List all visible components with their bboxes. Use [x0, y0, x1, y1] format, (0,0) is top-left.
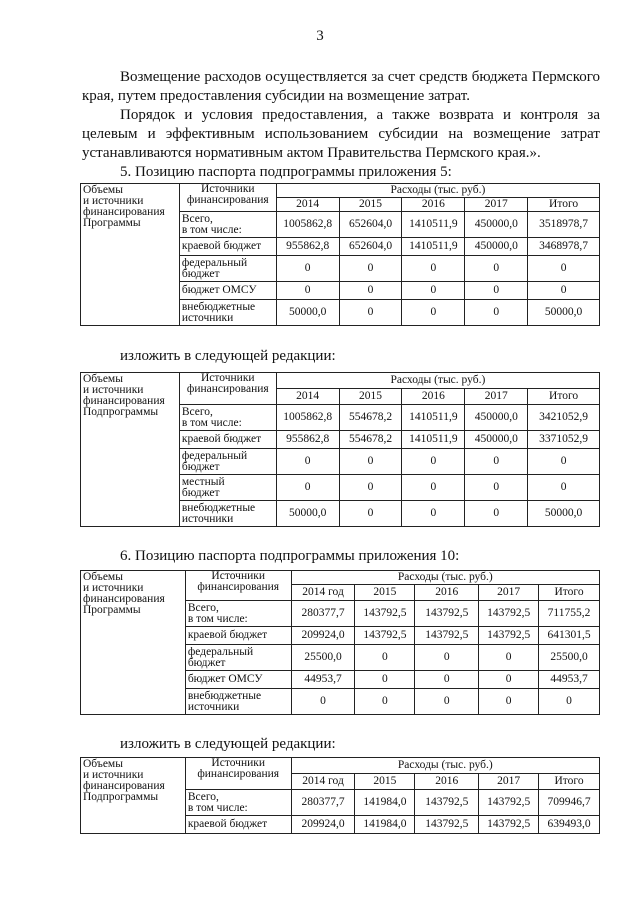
- value-cell: 1410511,9: [402, 431, 465, 449]
- value-cell: 143792,5: [479, 816, 539, 834]
- source-cell: Всего, в том числе:: [185, 790, 291, 816]
- year-header: 2014: [276, 389, 339, 405]
- value-cell: 0: [402, 449, 465, 475]
- source-cell: бюджет ОМСУ: [185, 671, 291, 689]
- value-cell: 639493,0: [539, 816, 600, 834]
- value-cell: 0: [339, 449, 402, 475]
- year-header: 2016: [402, 198, 465, 212]
- paragraph-reimbursement: Возмещение расходов осуществляется за счет средств бюджета Пермского края, путем предоставления субсидии на возмещение затрат.: [82, 69, 600, 104]
- value-cell: 3518978,7: [528, 212, 600, 238]
- heading-item-5: 5. Позицию паспорта подпрограммы приложения 5:: [120, 164, 452, 180]
- source-cell: федеральный бюджет: [179, 449, 276, 475]
- value-cell: 711755,2: [539, 601, 600, 627]
- value-cell: 1005862,8: [276, 405, 339, 431]
- page-number: 3: [316, 28, 324, 44]
- value-cell: 0: [415, 689, 479, 715]
- heading-new-edition-2: изложить в следующей редакции:: [120, 736, 336, 752]
- value-cell: 0: [339, 300, 402, 326]
- value-cell: 0: [415, 645, 479, 671]
- section-label: Объемы и источники финансирования Программы: [81, 184, 180, 326]
- year-header: 2017: [465, 389, 528, 405]
- value-cell: 0: [528, 256, 600, 282]
- source-cell: местный бюджет: [179, 475, 276, 501]
- value-cell: 450000,0: [465, 238, 528, 256]
- value-cell: 209924,0: [291, 627, 355, 645]
- value-cell: 0: [402, 282, 465, 300]
- value-cell: 0: [479, 689, 539, 715]
- source-cell: внебюджетные источники: [179, 300, 276, 326]
- value-cell: 0: [465, 256, 528, 282]
- value-cell: 143792,5: [355, 601, 415, 627]
- value-cell: 0: [479, 645, 539, 671]
- sources-header: Источники финансирования: [179, 184, 276, 212]
- value-cell: 0: [528, 449, 600, 475]
- financing-table-appendix-10-old: [80, 570, 600, 715]
- value-cell: 143792,5: [415, 790, 479, 816]
- value-cell: 0: [465, 300, 528, 326]
- year-header: 2017: [479, 585, 539, 601]
- value-cell: 0: [465, 282, 528, 300]
- expenses-header: Расходы (тыс. руб.): [276, 373, 599, 389]
- value-cell: 0: [339, 501, 402, 527]
- source-cell: Всего, в том числе:: [179, 405, 276, 431]
- value-cell: 280377,7: [291, 601, 355, 627]
- heading-item-6: 6. Позицию паспорта подпрограммы приложения 10:: [120, 548, 460, 564]
- source-cell: Всего, в том числе:: [185, 601, 291, 627]
- value-cell: 0: [355, 671, 415, 689]
- value-cell: 3421052,9: [528, 405, 600, 431]
- value-cell: 1410511,9: [402, 212, 465, 238]
- value-cell: 0: [465, 475, 528, 501]
- financing-table-appendix-10-new: [80, 757, 600, 834]
- value-cell: 554678,2: [339, 405, 402, 431]
- value-cell: 0: [402, 501, 465, 527]
- value-cell: 44953,7: [539, 671, 600, 689]
- value-cell: 0: [402, 300, 465, 326]
- value-cell: 50000,0: [528, 300, 600, 326]
- source-cell: краевой бюджет: [185, 627, 291, 645]
- value-cell: 450000,0: [465, 431, 528, 449]
- expenses-header: Расходы (тыс. руб.): [276, 184, 599, 198]
- source-cell: краевой бюджет: [179, 431, 276, 449]
- source-cell: внебюджетные источники: [179, 501, 276, 527]
- financing-table-appendix-5-old: [80, 183, 600, 326]
- value-cell: 0: [355, 689, 415, 715]
- sources-header: Источники финансирования: [185, 758, 291, 790]
- value-cell: 25500,0: [291, 645, 355, 671]
- value-cell: 450000,0: [465, 405, 528, 431]
- value-cell: 0: [276, 449, 339, 475]
- year-header: 2014 год: [291, 774, 355, 790]
- year-header: 2015: [355, 585, 415, 601]
- value-cell: 141984,0: [355, 790, 415, 816]
- value-cell: 709946,7: [539, 790, 600, 816]
- value-cell: 0: [276, 475, 339, 501]
- year-header: Итого: [539, 774, 600, 790]
- value-cell: 0: [355, 645, 415, 671]
- expenses-header: Расходы (тыс. руб.): [291, 571, 599, 585]
- value-cell: 3468978,7: [528, 238, 600, 256]
- year-header: 2016: [415, 774, 479, 790]
- source-cell: федеральный бюджет: [179, 256, 276, 282]
- year-header: 2014: [276, 198, 339, 212]
- year-header: 2015: [339, 198, 402, 212]
- value-cell: 0: [402, 475, 465, 501]
- value-cell: 0: [539, 689, 600, 715]
- year-header: 2015: [355, 774, 415, 790]
- source-cell: краевой бюджет: [185, 816, 291, 834]
- value-cell: 0: [339, 475, 402, 501]
- heading-new-edition-1: изложить в следующей редакции:: [120, 348, 336, 364]
- year-header: 2016: [415, 585, 479, 601]
- value-cell: 143792,5: [415, 627, 479, 645]
- value-cell: 0: [465, 449, 528, 475]
- value-cell: 143792,5: [415, 816, 479, 834]
- value-cell: 44953,7: [291, 671, 355, 689]
- value-cell: 1005862,8: [276, 212, 339, 238]
- sources-header: Источники финансирования: [179, 373, 276, 405]
- value-cell: 50000,0: [528, 501, 600, 527]
- value-cell: 955862,8: [276, 431, 339, 449]
- value-cell: 450000,0: [465, 212, 528, 238]
- section-label: Объемы и источники финансирования Программы: [81, 571, 186, 715]
- paragraph-procedure: Порядок и условия предоставления, а также возврата и контроля за целевым и эффективным использованием субсидии на возмещение затрат устанавливаются нормативным актом Правительства Пермского края.».: [82, 107, 600, 161]
- year-header: 2017: [465, 198, 528, 212]
- section-label: Объемы и источники финансирования Подпрограммы: [81, 758, 186, 834]
- year-header: 2017: [479, 774, 539, 790]
- value-cell: 0: [465, 501, 528, 527]
- year-header: 2016: [402, 389, 465, 405]
- value-cell: 0: [415, 671, 479, 689]
- source-cell: краевой бюджет: [179, 238, 276, 256]
- value-cell: 280377,7: [291, 790, 355, 816]
- sources-header: Источники финансирования: [185, 571, 291, 601]
- value-cell: 143792,5: [479, 601, 539, 627]
- source-cell: внебюджетные источники: [185, 689, 291, 715]
- year-header: 2014 год: [291, 585, 355, 601]
- value-cell: 0: [402, 256, 465, 282]
- value-cell: 209924,0: [291, 816, 355, 834]
- value-cell: 0: [339, 282, 402, 300]
- value-cell: 0: [276, 256, 339, 282]
- value-cell: 143792,5: [479, 627, 539, 645]
- value-cell: 652604,0: [339, 212, 402, 238]
- value-cell: 1410511,9: [402, 238, 465, 256]
- section-label: Объемы и источники финансирования Подпрограммы: [81, 373, 180, 527]
- value-cell: 1410511,9: [402, 405, 465, 431]
- value-cell: 955862,8: [276, 238, 339, 256]
- value-cell: 652604,0: [339, 238, 402, 256]
- value-cell: 0: [528, 282, 600, 300]
- year-header: Итого: [528, 198, 600, 212]
- year-header: 2015: [339, 389, 402, 405]
- year-header: Итого: [539, 585, 600, 601]
- value-cell: 0: [291, 689, 355, 715]
- value-cell: 50000,0: [276, 300, 339, 326]
- value-cell: 143792,5: [355, 627, 415, 645]
- value-cell: 50000,0: [276, 501, 339, 527]
- source-cell: Всего, в том числе:: [179, 212, 276, 238]
- value-cell: 3371052,9: [528, 431, 600, 449]
- source-cell: бюджет ОМСУ: [179, 282, 276, 300]
- value-cell: 141984,0: [355, 816, 415, 834]
- value-cell: 641301,5: [539, 627, 600, 645]
- value-cell: 554678,2: [339, 431, 402, 449]
- value-cell: 143792,5: [415, 601, 479, 627]
- financing-table-appendix-5-new: [80, 372, 600, 527]
- expenses-header: Расходы (тыс. руб.): [291, 758, 599, 774]
- value-cell: 0: [276, 282, 339, 300]
- value-cell: 0: [528, 475, 600, 501]
- value-cell: 0: [339, 256, 402, 282]
- value-cell: 25500,0: [539, 645, 600, 671]
- value-cell: 0: [479, 671, 539, 689]
- year-header: Итого: [528, 389, 600, 405]
- source-cell: федеральный бюджет: [185, 645, 291, 671]
- value-cell: 143792,5: [479, 790, 539, 816]
